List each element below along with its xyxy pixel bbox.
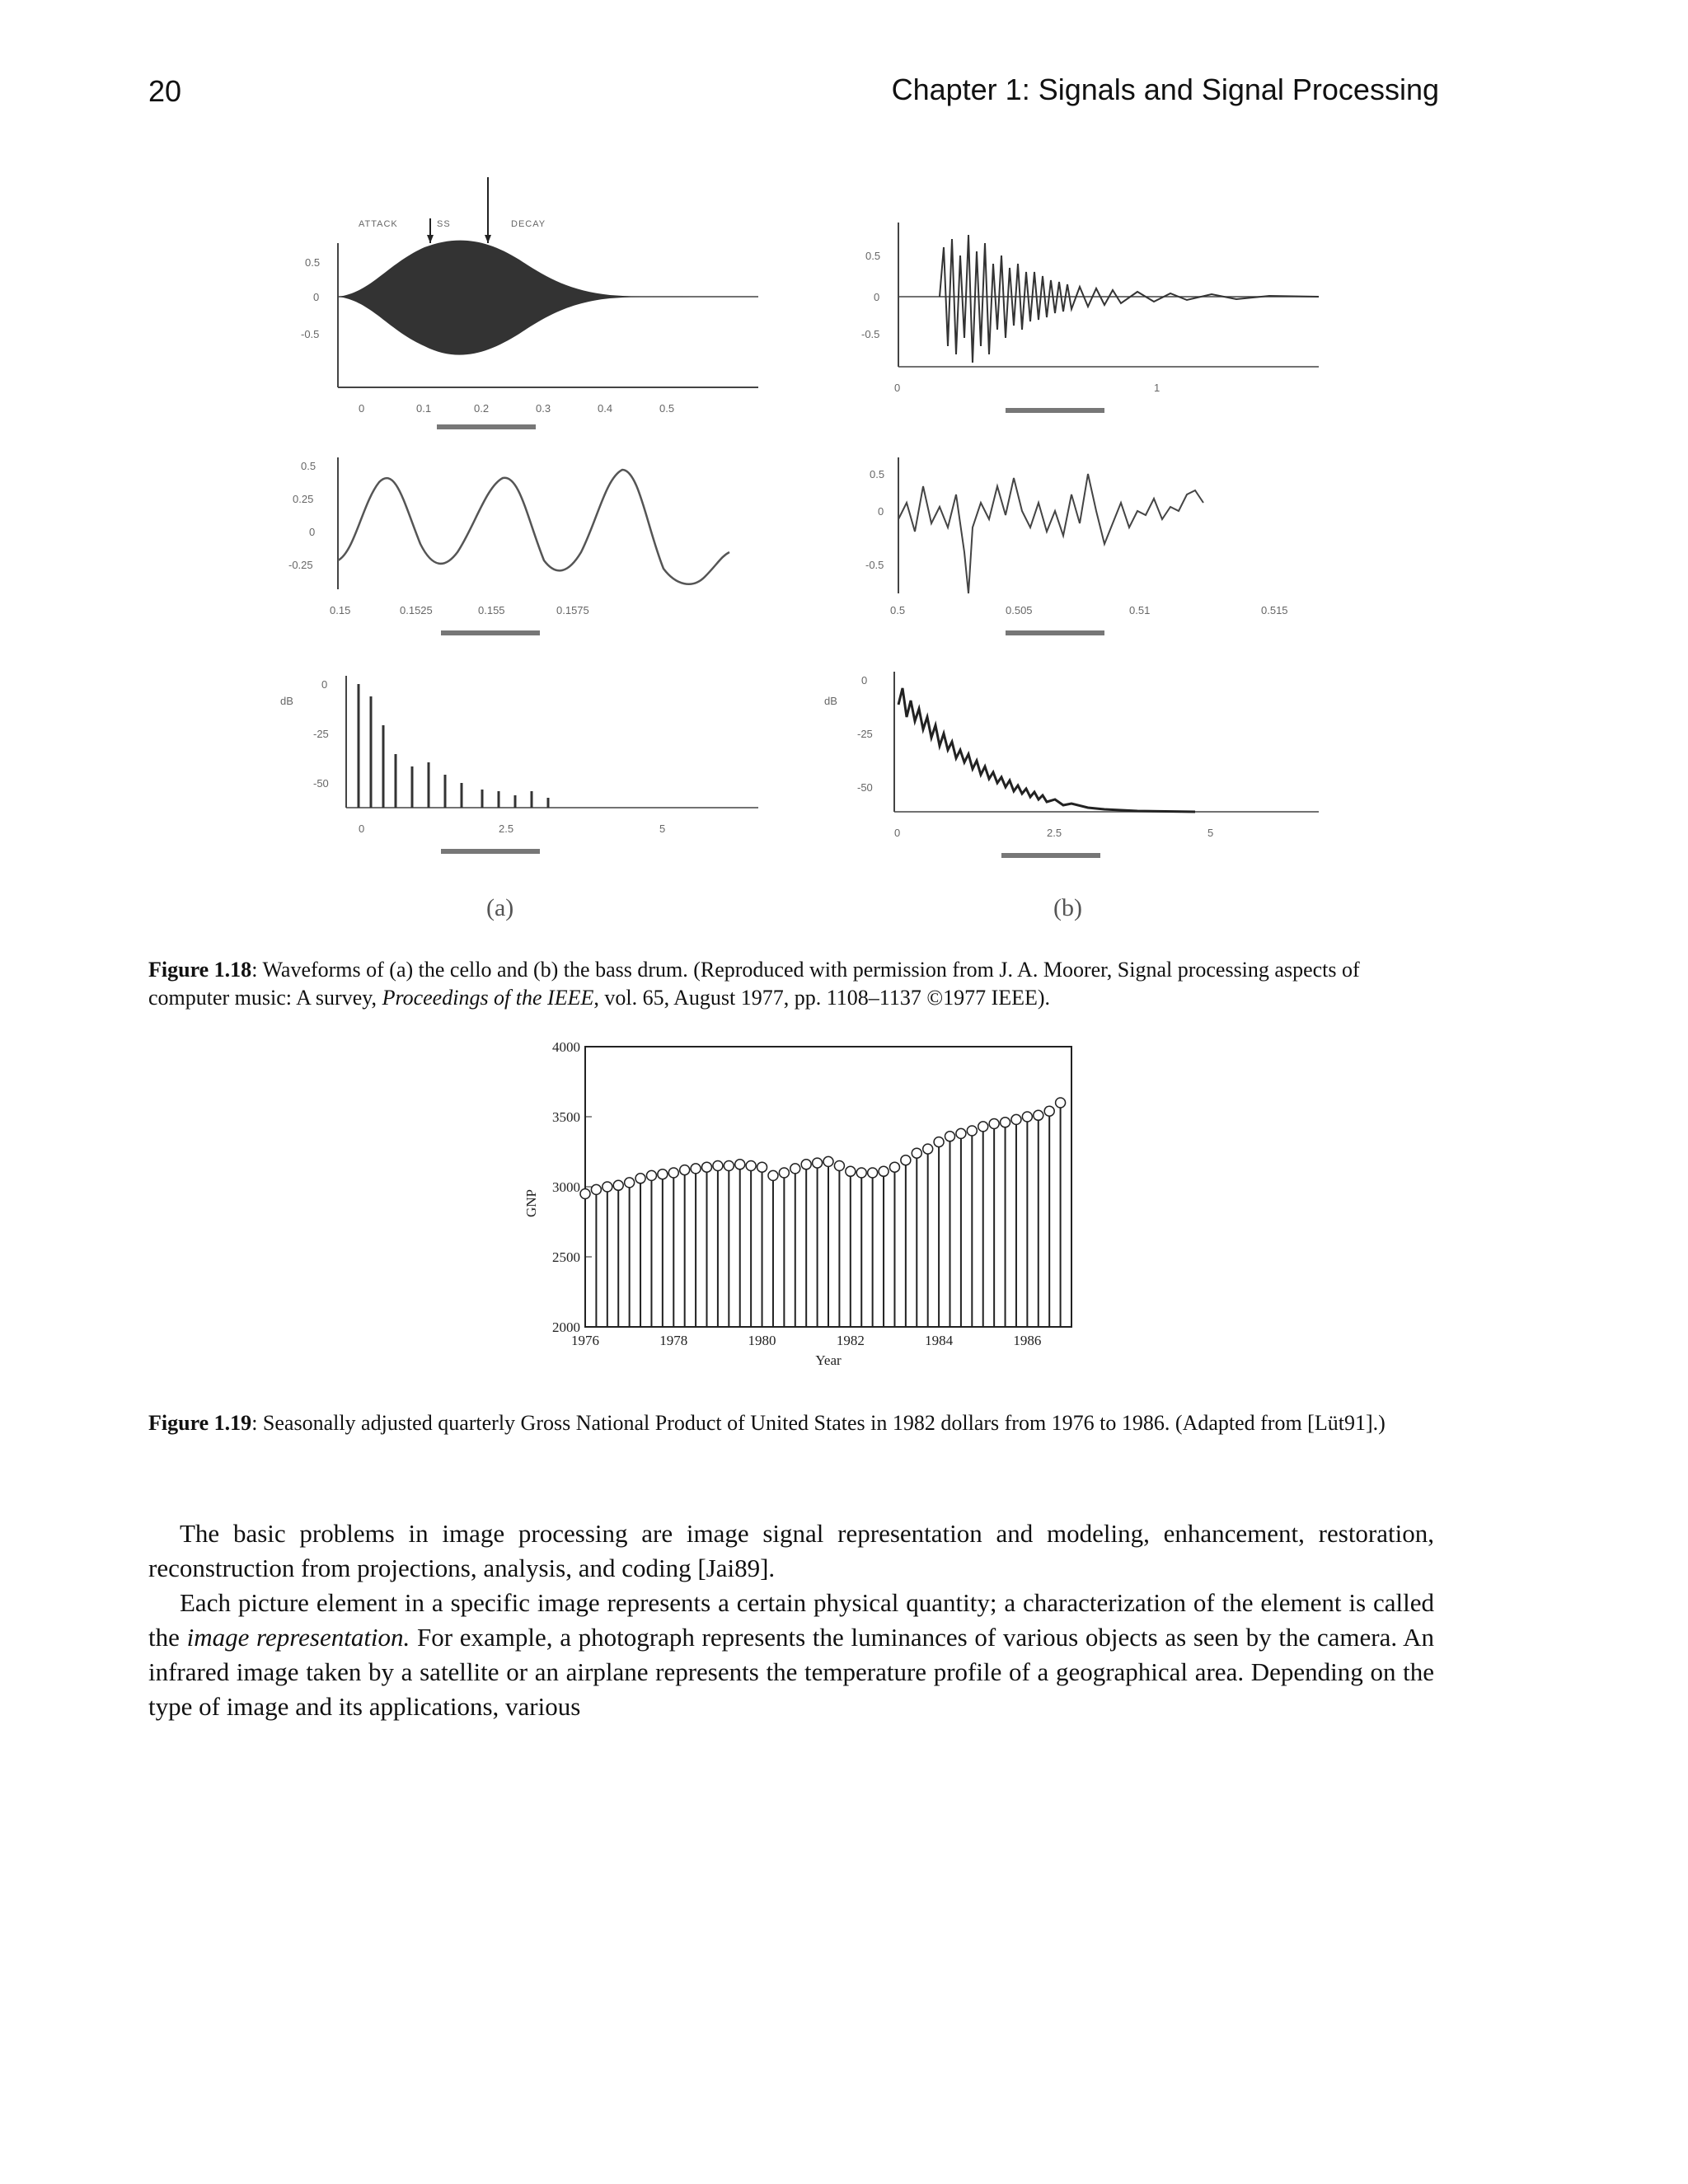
svg-text:-0.25: -0.25	[288, 559, 313, 571]
svg-text:5: 5	[1207, 827, 1214, 839]
svg-text:0.5: 0.5	[865, 250, 881, 262]
y-tick-label: 2000	[552, 1319, 580, 1335]
body-text	[148, 1516, 1434, 1724]
gnp-point	[591, 1184, 601, 1194]
paragraph-2	[148, 1586, 1434, 1724]
x-tick-label: 1982	[836, 1333, 865, 1348]
svg-text:0: 0	[313, 291, 320, 303]
gnp-point	[912, 1148, 921, 1158]
gnp-point	[901, 1155, 911, 1165]
gnp-point	[603, 1182, 612, 1192]
svg-text:0.1: 0.1	[416, 402, 432, 415]
fig118-caption	[148, 956, 1434, 1012]
svg-text:0: 0	[878, 505, 884, 518]
fig118-caption-label: Figure 1.18	[148, 958, 252, 982]
gnp-point	[779, 1168, 789, 1178]
fig118-cello-detail	[280, 453, 775, 655]
gnp-point	[1001, 1118, 1010, 1127]
svg-text:0.5: 0.5	[659, 402, 675, 415]
svg-text:0.5: 0.5	[870, 468, 885, 480]
fig118-caption-text: : Waveforms of (a) the cello and (b) the bass drum. (Reproduced with permission from J. A. Moorer, Signal processing aspects of computer music: A survey,	[148, 958, 1360, 1010]
svg-text:-0.5: -0.5	[861, 328, 880, 340]
gnp-point	[680, 1165, 690, 1175]
envelope-label-attack: ATTACK	[359, 219, 398, 229]
svg-text:-25: -25	[857, 728, 873, 740]
fig119-caption	[148, 1409, 1434, 1437]
svg-text:0.3: 0.3	[536, 402, 551, 415]
gnp-point	[668, 1168, 678, 1178]
fig118-drum-spectrum	[824, 672, 1327, 878]
fig118-drum-waveform	[857, 223, 1327, 437]
gnp-point	[813, 1158, 823, 1168]
svg-text:-50: -50	[857, 781, 873, 794]
svg-text:0.505: 0.505	[1006, 604, 1033, 616]
gnp-point	[724, 1161, 734, 1171]
gnp-point	[868, 1168, 878, 1178]
paragraph-2-end: For example, a photograph represents the luminances of various objects as seen by the camera. An infrared image taken by a satellite or an airplane represents the temperature profile of a geographical area. Depending on the type of image and its applications, various	[148, 1623, 1434, 1721]
y-tick-label: 4000	[552, 1039, 580, 1055]
svg-text:1: 1	[1154, 382, 1160, 394]
gnp-point	[1011, 1114, 1021, 1124]
gnp-point	[1022, 1112, 1032, 1122]
fig118-drum-detail	[857, 453, 1327, 655]
svg-text:0: 0	[874, 291, 880, 303]
svg-text:0.25: 0.25	[293, 493, 314, 505]
gnp-point	[834, 1161, 844, 1171]
gnp-point	[613, 1180, 623, 1190]
svg-text:0: 0	[359, 823, 365, 835]
gnp-point	[801, 1160, 811, 1169]
gnp-point	[856, 1168, 866, 1178]
gnp-point	[702, 1162, 712, 1172]
svg-text:0.5: 0.5	[305, 256, 321, 269]
gnp-point	[846, 1166, 856, 1176]
svg-text:0: 0	[894, 382, 901, 394]
y-axis-label: GNP	[523, 1188, 539, 1218]
envelope-label-decay: DECAY	[511, 219, 546, 229]
fig118-sublabel-b: (b)	[1053, 894, 1082, 921]
x-tick-label: 1976	[571, 1333, 599, 1348]
svg-text:0: 0	[359, 402, 365, 415]
paragraph-2-term: image representation.	[186, 1623, 410, 1652]
x-tick-label: 1978	[659, 1333, 688, 1348]
svg-text:0.515: 0.515	[1261, 604, 1288, 616]
gnp-point	[658, 1169, 668, 1179]
gnp-point	[746, 1161, 756, 1171]
fig118-sublabel-a: (a)	[486, 894, 514, 921]
y-tick-label: 3000	[552, 1179, 580, 1195]
gnp-point	[889, 1162, 899, 1172]
svg-text:dB: dB	[824, 695, 837, 707]
gnp-point	[945, 1132, 955, 1141]
fig118-cello-spectrum	[280, 676, 775, 878]
gnp-point	[757, 1162, 767, 1172]
svg-text:2.5: 2.5	[499, 823, 514, 835]
gnp-point	[1044, 1106, 1054, 1116]
gnp-point	[934, 1137, 944, 1147]
envelope-label-ss: SS	[437, 219, 451, 229]
svg-text:dB: dB	[280, 695, 293, 707]
fig119-caption-label: Figure 1.19	[148, 1411, 252, 1435]
svg-text:0: 0	[861, 674, 868, 687]
fig119-caption-text: : Seasonally adjusted quarterly Gross National Product of United States in 1982 dollars from 1976 to 1986. (Adapted from [Lüt91].)	[251, 1411, 1386, 1435]
svg-text:-25: -25	[313, 728, 329, 740]
gnp-point	[956, 1128, 966, 1138]
gnp-point	[646, 1170, 656, 1180]
svg-text:0.5: 0.5	[301, 460, 316, 472]
svg-text:0.1525: 0.1525	[400, 604, 433, 616]
fig118-caption-tail: , vol. 65, August 1977, pp. 1108–1137 ©1977 IEEE).	[593, 986, 1051, 1010]
gnp-point	[735, 1160, 745, 1169]
gnp-point	[625, 1178, 635, 1188]
svg-text:0.2: 0.2	[474, 402, 490, 415]
paragraph-2-start: Each picture element in a specific image represents a certain physical quantity; a characterization of the element is called the	[148, 1588, 1434, 1652]
svg-text:0.155: 0.155	[478, 604, 505, 616]
chapter-title: Chapter 1: Signals and Signal Processing	[891, 73, 1439, 106]
svg-text:0.15: 0.15	[330, 604, 351, 616]
svg-text:2.5: 2.5	[1047, 827, 1062, 839]
x-tick-label: 1980	[748, 1333, 776, 1348]
gnp-point	[989, 1119, 999, 1129]
fig118-cello-envelope	[280, 177, 775, 437]
gnp-point	[790, 1164, 800, 1174]
page-number: 20	[148, 74, 182, 108]
svg-text:-50: -50	[313, 777, 329, 790]
gnp-point	[923, 1144, 933, 1154]
svg-text:0: 0	[894, 827, 901, 839]
gnp-point	[879, 1166, 889, 1176]
svg-text:0.1575: 0.1575	[556, 604, 589, 616]
y-tick-label: 2500	[552, 1249, 580, 1265]
x-tick-label: 1986	[1013, 1333, 1042, 1348]
x-axis-label: Year	[815, 1352, 842, 1368]
fig119-gnp-chart	[511, 1038, 1088, 1368]
fig118-caption-journal: Proceedings of the IEEE	[382, 986, 594, 1010]
gnp-point	[635, 1174, 645, 1183]
gnp-point	[967, 1126, 977, 1136]
svg-text:-0.5: -0.5	[301, 328, 320, 340]
gnp-point	[713, 1161, 723, 1171]
x-tick-label: 1984	[925, 1333, 954, 1348]
paragraph-1: The basic problems in image processing are image signal representation and modeling, enhancement, restoration, reconstruction from projections, analysis, and coding [Jai89].	[148, 1519, 1434, 1582]
y-tick-label: 3500	[552, 1109, 580, 1125]
gnp-point	[823, 1156, 833, 1166]
svg-text:0: 0	[309, 526, 316, 538]
gnp-point	[1034, 1110, 1043, 1120]
svg-text:0.51: 0.51	[1129, 604, 1151, 616]
gnp-point	[768, 1170, 778, 1180]
gnp-point	[978, 1122, 988, 1132]
svg-text:0.4: 0.4	[598, 402, 613, 415]
svg-text:-0.5: -0.5	[865, 559, 884, 571]
svg-text:0.5: 0.5	[890, 604, 906, 616]
gnp-point	[580, 1189, 590, 1199]
svg-text:5: 5	[659, 823, 666, 835]
svg-text:0: 0	[321, 678, 328, 691]
gnp-point	[1056, 1098, 1066, 1108]
gnp-point	[691, 1164, 701, 1174]
